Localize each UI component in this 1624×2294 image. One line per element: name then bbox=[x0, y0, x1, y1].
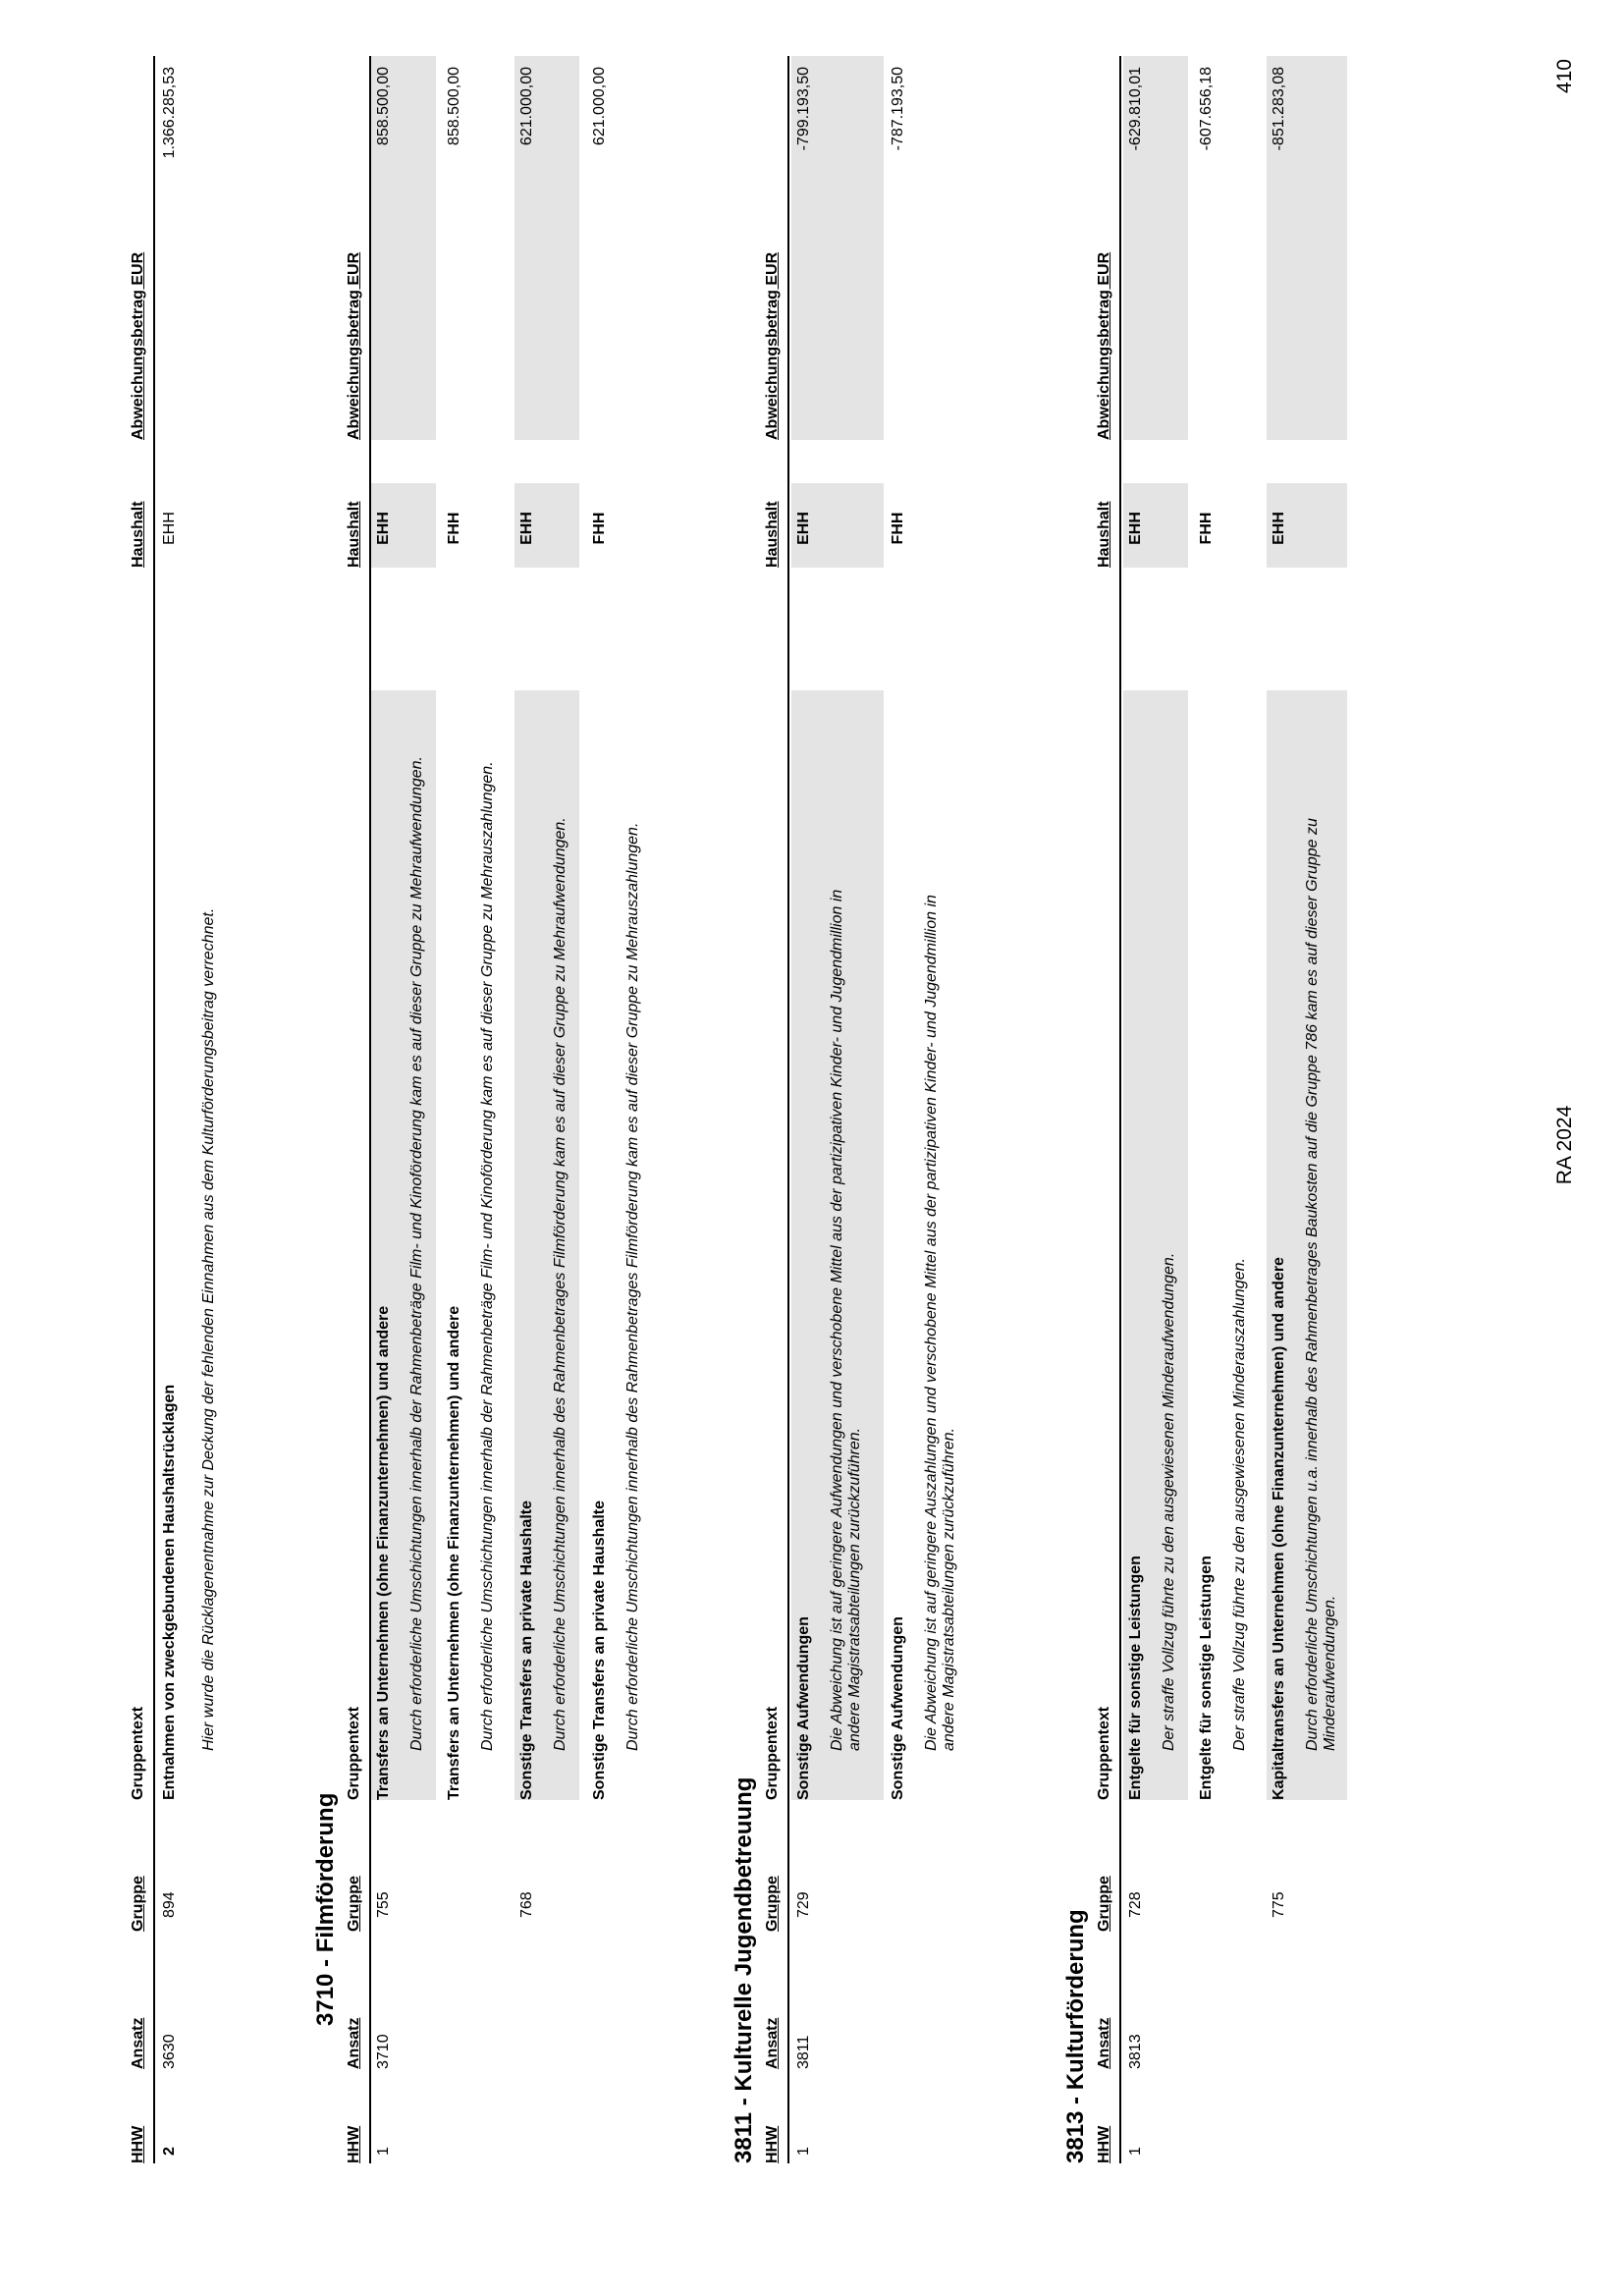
cell-note: Durch erforderliche Umschichtungen innerhalb der Rahmenbeträge Film- und Kinoförderung kam es auf dieser Gruppe zu Mehrauszahlungen. bbox=[479, 761, 496, 1751]
cell-haushalt: FHH bbox=[1198, 512, 1215, 545]
cell-betrag: -851.283,08 bbox=[1271, 67, 1287, 151]
cell-betrag: -787.193,50 bbox=[890, 67, 906, 151]
table-row bbox=[1196, 56, 1261, 2163]
cell-haushalt: FHH bbox=[591, 512, 608, 545]
col-ansatz: Ansatz bbox=[1096, 2017, 1112, 2069]
cell-hhw: 1 bbox=[375, 2147, 392, 2156]
section-3813 bbox=[1062, 56, 1435, 2163]
col-abweichung: Abweichungsbetrag EUR bbox=[346, 251, 362, 440]
cell-gruppe: 768 bbox=[518, 1891, 535, 1918]
col-hhw: HHW bbox=[764, 2125, 781, 2163]
table-row bbox=[1269, 56, 1349, 2163]
cell-ansatz: 3811 bbox=[795, 2035, 812, 2069]
col-abweichung: Abweichungsbetrag EUR bbox=[1096, 251, 1112, 440]
cell-haushalt: FHH bbox=[890, 512, 906, 545]
cell-gruppe: 728 bbox=[1127, 1891, 1144, 1918]
col-hhw: HHW bbox=[1096, 2125, 1112, 2163]
cell-gruppentext: Entgelte für sonstige Leistungen bbox=[1198, 1556, 1215, 1800]
cell-betrag: 1.366.285,53 bbox=[161, 67, 178, 159]
cell-betrag: 858.500,00 bbox=[446, 67, 462, 146]
cell-note: Durch erforderliche Umschichtungen innerhalb des Rahmenbetrages Filmförderung kam es auf dieser Gruppe zu Mehrauszahlungen. bbox=[624, 822, 641, 1751]
table-row bbox=[589, 56, 654, 2163]
col-haushalt: Haushalt bbox=[1096, 501, 1112, 568]
col-ansatz: Ansatz bbox=[764, 2017, 781, 2069]
section-title: 3811 - Kulturelle Jugendbetreuung bbox=[731, 1776, 757, 2163]
table-header bbox=[1092, 56, 1121, 2163]
col-ansatz: Ansatz bbox=[130, 2017, 146, 2069]
cell-gruppentext: Sonstige Aufwendungen bbox=[795, 1616, 812, 1800]
col-gruppe: Gruppe bbox=[1096, 1876, 1112, 1932]
cell-gruppe: 729 bbox=[795, 1891, 812, 1918]
cell-haushalt: EHH bbox=[518, 512, 535, 545]
cell-note: Hier wurde die Rücklagenentnahme zur Deckung der fehlenden Einnahmen aus dem Kulturförderungsbeitrag verrechnet. bbox=[200, 907, 217, 1751]
cell-note: Der straffe Vollzug führte zu den ausgewiesenen Minderauszahlungen. bbox=[1231, 1258, 1248, 1751]
cell-gruppe: 755 bbox=[375, 1891, 392, 1918]
table-row bbox=[444, 56, 509, 2163]
cell-hhw: 1 bbox=[1127, 2147, 1144, 2156]
col-gruppe: Gruppe bbox=[346, 1876, 362, 1932]
col-gruppe: Gruppe bbox=[130, 1876, 146, 1932]
section-3710 bbox=[295, 56, 687, 2163]
cell-gruppe: 894 bbox=[161, 1891, 178, 1918]
table-row bbox=[888, 56, 978, 2163]
cell-note: Die Abweichung ist auf geringere Aufwendungen und verschobene Mittel aus der partizipativen Kinder- und Jugendmillion in andere Magistratsabteilungen zurückzuführen. bbox=[829, 889, 863, 1751]
cell-ansatz: 3710 bbox=[375, 2034, 392, 2069]
cell-gruppentext: Entnahmen von zweckgebundenen Haushaltsrücklagen bbox=[161, 1384, 178, 1800]
cell-note: Die Abweichung ist auf geringere Auszahlungen und verschobene Mittel aus der partizipativen Kinder- und Jugendmillion in andere Magistratsabteilungen zurückzuführen. bbox=[923, 895, 957, 1751]
table-header bbox=[126, 56, 155, 2163]
cell-haushalt: EHH bbox=[1127, 512, 1144, 545]
table-header bbox=[760, 56, 789, 2163]
table-row bbox=[1125, 56, 1190, 2163]
page-number: 410 bbox=[1553, 59, 1576, 94]
cell-betrag: -607.656,18 bbox=[1198, 67, 1215, 151]
cell-betrag: 621.000,00 bbox=[591, 67, 608, 146]
cell-hhw: 2 bbox=[161, 2147, 178, 2156]
col-gruppentext: Gruppentext bbox=[130, 1706, 146, 1800]
cell-haushalt: EHH bbox=[1271, 512, 1287, 545]
cell-note: Durch erforderliche Umschichtungen u.a. innerhalb des Rahmenbetrages Baukosten auf die Gruppe 786 kam es auf dieser Gruppe zu Minderaufwendungen. bbox=[1304, 818, 1338, 1751]
cell-haushalt: FHH bbox=[446, 512, 462, 545]
cell-gruppentext: Sonstige Aufwendungen bbox=[890, 1616, 906, 1800]
table-row bbox=[793, 56, 884, 2163]
cell-note: Durch erforderliche Umschichtungen innerhalb der Rahmenbeträge Film- und Kinoförderung kam es auf dieser Gruppe zu Mehraufwendungen. bbox=[408, 756, 425, 1751]
cell-hhw: 1 bbox=[795, 2147, 812, 2156]
section-3811 bbox=[731, 56, 1045, 2163]
cell-betrag: -799.193,50 bbox=[795, 67, 812, 151]
col-hhw: HHW bbox=[346, 2125, 362, 2163]
cell-gruppentext: Transfers an Unternehmen (ohne Finanzunternehmen) und andere bbox=[375, 1305, 392, 1800]
cell-haushalt: EHH bbox=[161, 512, 178, 545]
section-title: 3710 - Filmförderung bbox=[312, 1792, 339, 2026]
cell-haushalt: EHH bbox=[375, 512, 392, 545]
cell-gruppentext: Sonstige Transfers an private Haushalte bbox=[518, 1501, 535, 1800]
cell-haushalt: EHH bbox=[795, 512, 812, 545]
col-gruppentext: Gruppentext bbox=[346, 1706, 362, 1800]
col-haushalt: Haushalt bbox=[130, 501, 146, 568]
cell-betrag: 858.500,00 bbox=[375, 67, 392, 146]
col-haushalt: Haushalt bbox=[346, 501, 362, 568]
footer-label: RA 2024 bbox=[1553, 1105, 1576, 1185]
col-ansatz: Ansatz bbox=[346, 2017, 362, 2069]
table-header bbox=[342, 56, 371, 2163]
cell-betrag: -629.810,01 bbox=[1127, 67, 1144, 151]
cell-gruppentext: Sonstige Transfers an private Haushalte bbox=[591, 1501, 608, 1800]
cell-gruppentext: Transfers an Unternehmen (ohne Finanzunternehmen) und andere bbox=[446, 1305, 462, 1800]
col-hhw: HHW bbox=[130, 2125, 146, 2163]
cell-ansatz: 3630 bbox=[161, 2034, 178, 2069]
cell-note: Durch erforderliche Umschichtungen innerhalb des Rahmenbetrages Filmförderung kam es auf dieser Gruppe zu Mehraufwendungen. bbox=[552, 817, 568, 1751]
section-title: 3813 - Kulturförderung bbox=[1062, 1909, 1089, 2163]
cell-gruppentext: Entgelte für sonstige Leistungen bbox=[1127, 1556, 1144, 1800]
table-row bbox=[161, 56, 240, 2163]
cell-ansatz: 3813 bbox=[1127, 2034, 1144, 2069]
col-abweichung: Abweichungsbetrag EUR bbox=[764, 251, 781, 440]
col-abweichung: Abweichungsbetrag EUR bbox=[130, 251, 146, 440]
col-haushalt: Haushalt bbox=[764, 501, 781, 568]
table-row bbox=[516, 56, 581, 2163]
cell-betrag: 621.000,00 bbox=[518, 67, 535, 146]
col-gruppentext: Gruppentext bbox=[764, 1706, 781, 1800]
cell-gruppentext: Kapitaltransfers an Unternehmen (ohne Finanzunternehmen) und andere bbox=[1271, 1257, 1287, 1800]
cell-gruppe: 775 bbox=[1271, 1891, 1287, 1918]
cell-note: Der straffe Vollzug führte zu den ausgewiesenen Minderaufwendungen. bbox=[1161, 1252, 1177, 1751]
col-gruppentext: Gruppentext bbox=[1096, 1706, 1112, 1800]
table-row bbox=[373, 56, 438, 2163]
col-gruppe: Gruppe bbox=[764, 1876, 781, 1932]
